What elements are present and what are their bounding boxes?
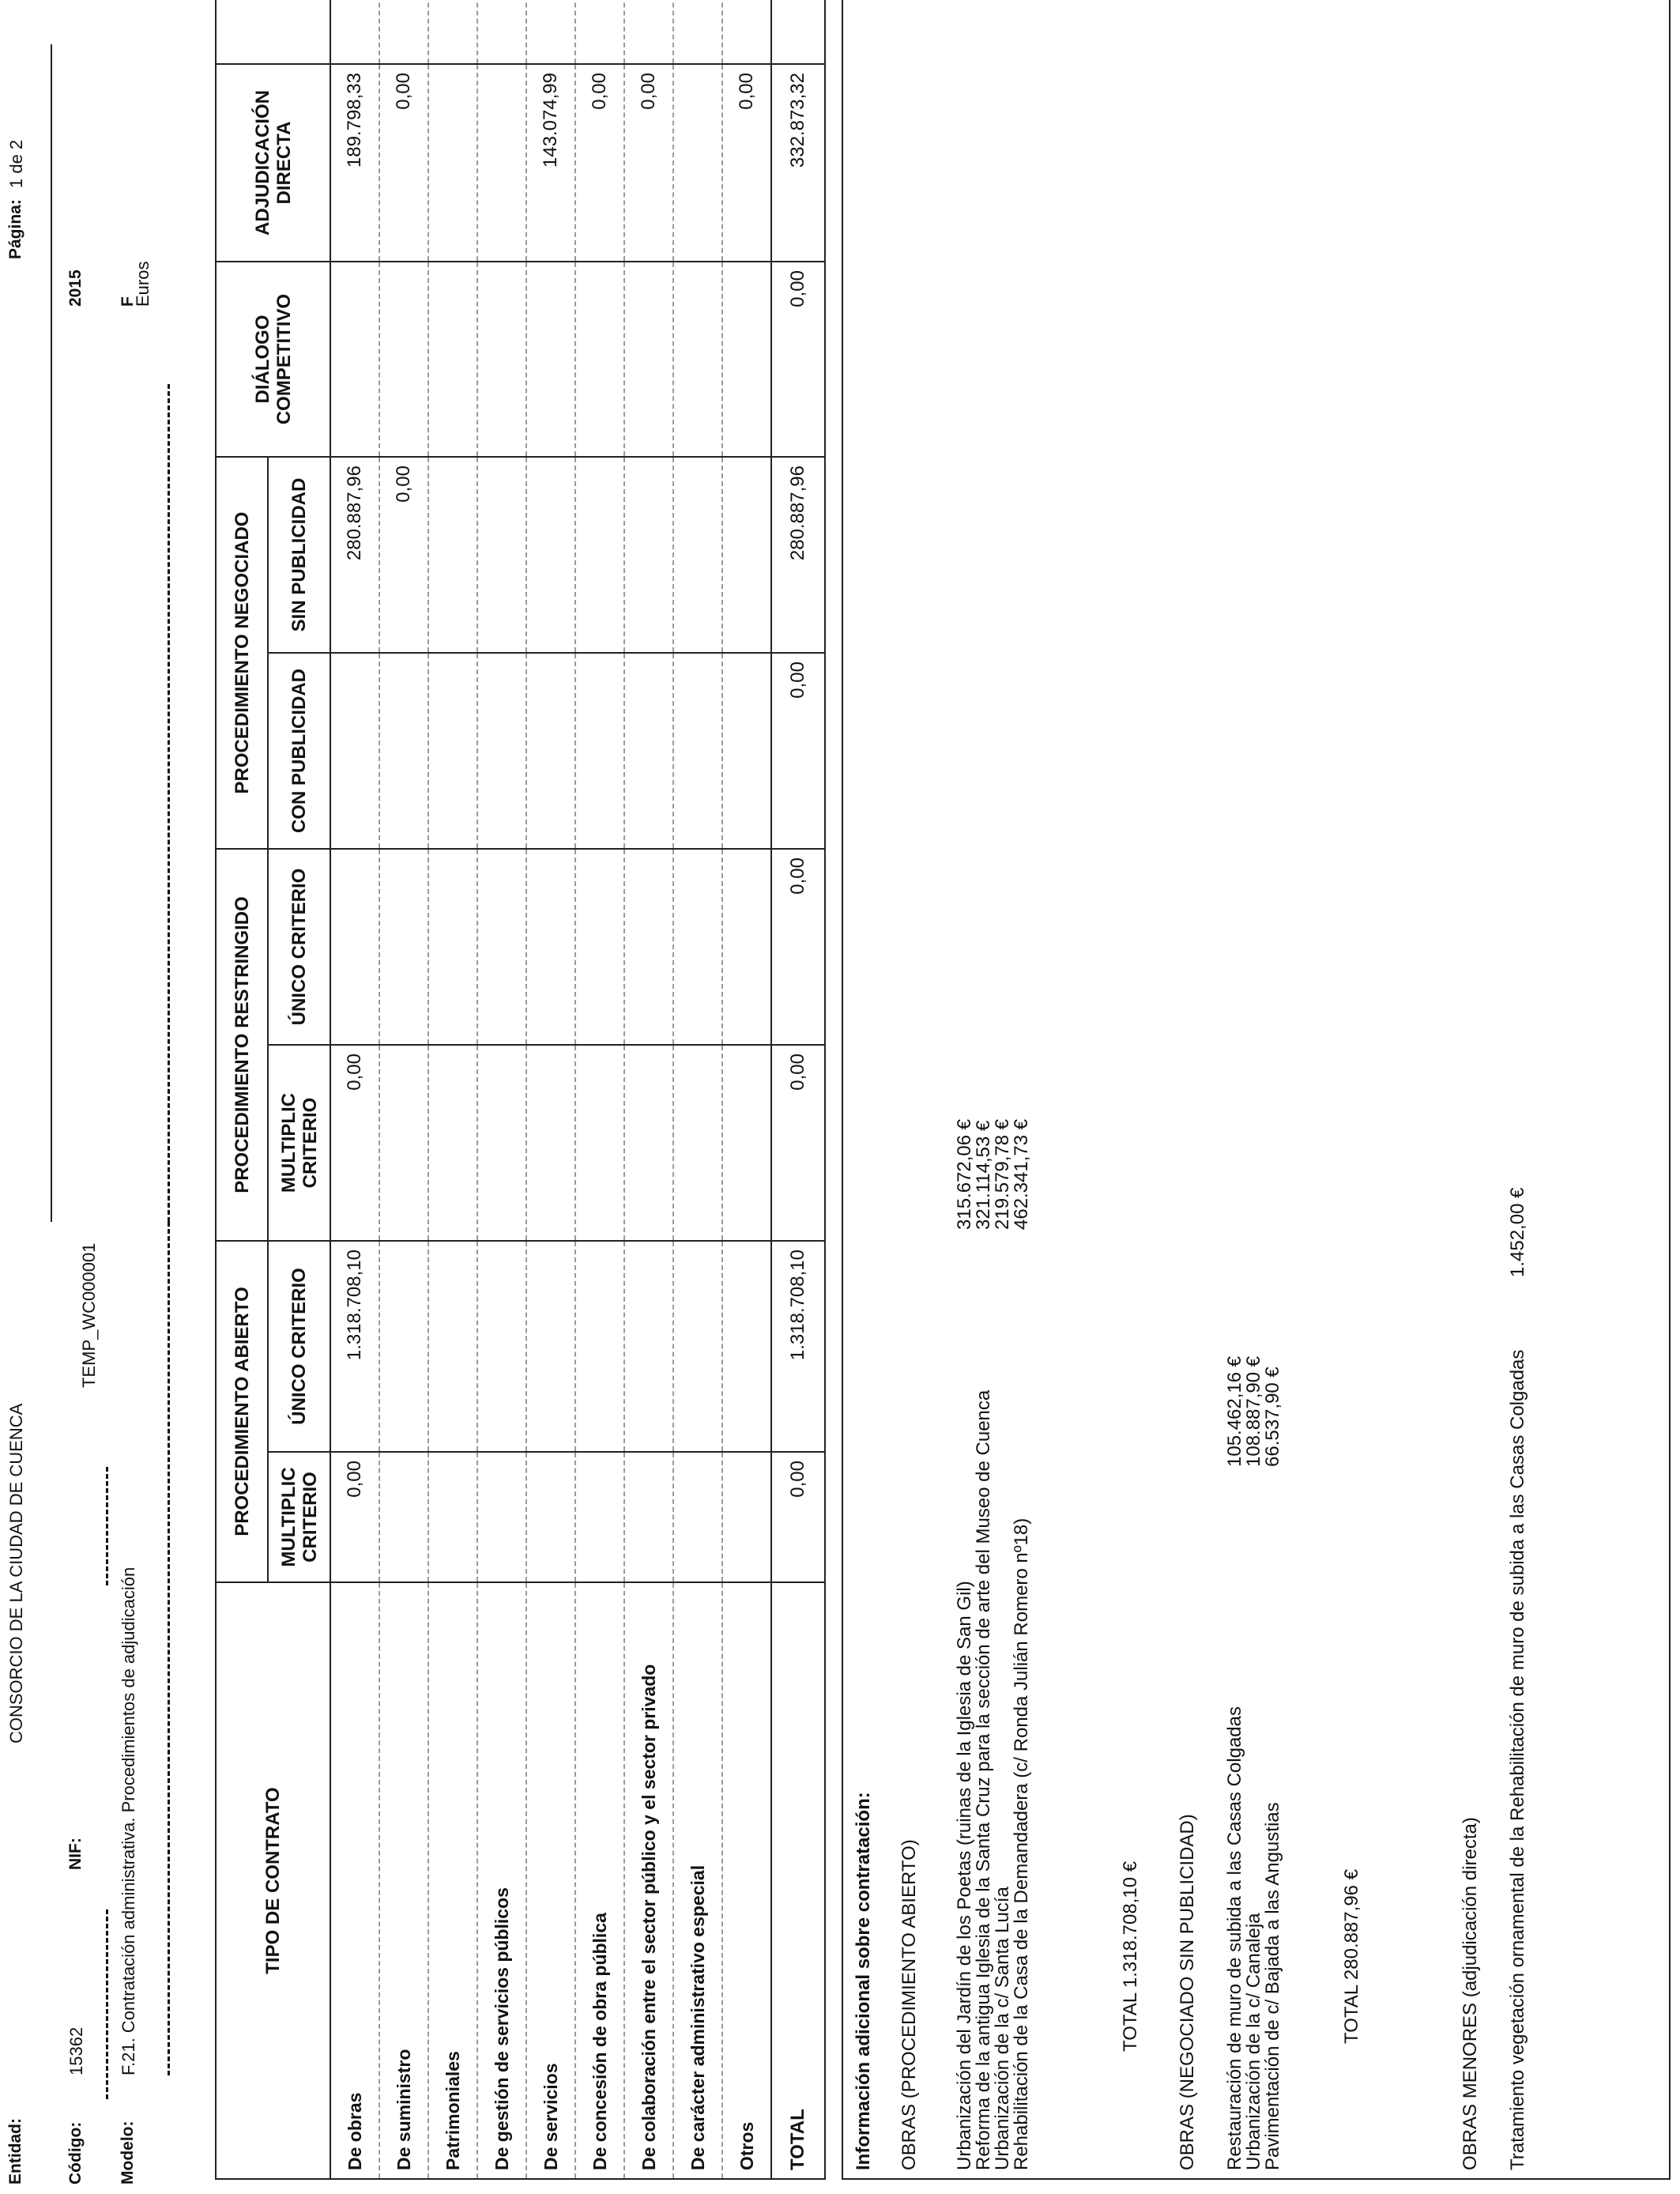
cell-re-unico: [575, 849, 624, 1045]
col-tipo-contrato: TIPO DE CONTRATO: [216, 1582, 330, 2179]
row-label: Patrimoniales: [428, 1582, 477, 2179]
table-total-row: [771, 0, 825, 2179]
cell-adj: 0,00: [575, 64, 624, 262]
cell-re-multi: [379, 1045, 428, 1241]
cell-total: [477, 0, 526, 64]
cell-re-multi: [428, 1045, 477, 1241]
cell-adj: [673, 64, 722, 262]
total-adj: 332.873,32: [771, 64, 825, 262]
cell-adj: [428, 64, 477, 262]
col-adjudicacion: ADJUDICACIÓN DIRECTA: [216, 64, 330, 262]
note-item-text: Tratamiento vegetación ornamental de la Rehabilitación de muro de subida a las Casas Colgadas: [1507, 1349, 1528, 2170]
note-item-amount: 315.672,06 €: [954, 1118, 975, 1230]
negociado-heading: OBRAS (NEGOCIADO SIN PUBLICIDAD): [1177, 1814, 1198, 2170]
table-row: [526, 0, 575, 2179]
table-row: [330, 0, 379, 2179]
procedures-table: [215, 0, 826, 2180]
cell-re-multi: [575, 1045, 624, 1241]
cell-adj: 189.798,33: [330, 64, 379, 262]
group-negociado: PROCEDIMIENTO NEGOCIADO: [216, 457, 268, 849]
cell-ne-con: [575, 653, 624, 849]
note-item-amount: 66.537,90 €: [1262, 1367, 1283, 1467]
temp-code: TEMP_WC000001: [79, 1242, 99, 1388]
cell-total: [722, 0, 771, 64]
total-re-multi: 0,00: [771, 1045, 825, 1241]
cell-ne-con: [428, 653, 477, 849]
cell-ne-con: [624, 653, 673, 849]
cell-ne-sin: 280.887,96: [330, 457, 379, 653]
cell-dialogo: [624, 262, 673, 457]
cell-re-unico: [330, 849, 379, 1045]
sub-restringido-multiplic: MULTIPLIC CRITERIO: [268, 1045, 330, 1241]
total-row-label: TOTAL: [771, 1582, 825, 2179]
row-label: De obras: [330, 1582, 379, 2179]
codigo-underline: [106, 1909, 108, 2099]
cell-total: [330, 0, 379, 64]
cell-ab-multi: [526, 1452, 575, 1582]
cell-ab-multi: [575, 1452, 624, 1582]
cell-ne-con: [379, 653, 428, 849]
cell-re-unico: [722, 849, 771, 1045]
cell-ne-sin: [673, 457, 722, 653]
total-re-unico: 0,00: [771, 849, 825, 1045]
cell-re-multi: [624, 1045, 673, 1241]
note-item-text: Pavimentación de c/ Bajada a las Angustias: [1262, 1802, 1283, 2170]
cell-ne-con: [330, 653, 379, 849]
sub-sin-publicidad: SIN PUBLICIDAD: [268, 457, 330, 653]
menores-heading: OBRAS MENORES (adjudicación directa): [1460, 1817, 1481, 2170]
note-item-text: Reforma de la antigua Iglesia de la Santa Cruz para la sección de arte del Museo de Cuenca: [973, 1389, 994, 2170]
cell-ab-unico: [722, 1241, 771, 1452]
table-row: [477, 0, 526, 2179]
row-label: Otros: [722, 1582, 771, 2179]
cell-ab-multi: [477, 1452, 526, 1582]
pagina-value: 1 de 2: [6, 139, 26, 188]
cell-total: [379, 0, 428, 64]
table-row: [624, 0, 673, 2179]
cell-ab-unico: [477, 1241, 526, 1452]
year: 2015: [66, 270, 85, 307]
total-ne-con: 0,00: [771, 653, 825, 849]
currency: Euros: [133, 261, 153, 307]
total-ab-multi: 0,00: [771, 1452, 825, 1582]
row-label: De servicios: [526, 1582, 575, 2179]
total-total: [771, 0, 825, 64]
cell-ab-multi: [673, 1452, 722, 1582]
cell-ab-unico: 1.318.708,10: [330, 1241, 379, 1452]
modelo-underline: [168, 1222, 170, 2075]
cell-dialogo: [379, 262, 428, 457]
cell-ne-sin: 0,00: [379, 457, 428, 653]
sub-abierto-unico: ÚNICO CRITERIO: [268, 1241, 330, 1452]
cell-ne-con: [477, 653, 526, 849]
cell-dialogo: [575, 262, 624, 457]
cell-total: [624, 0, 673, 64]
cell-re-unico: [526, 849, 575, 1045]
note-item-amount: 1.452,00 €: [1507, 1187, 1528, 1277]
cell-re-unico: [379, 849, 428, 1045]
header-rule: [51, 44, 52, 1222]
row-label: De carácter administrativo especial: [673, 1582, 722, 2179]
cell-ab-unico: [575, 1241, 624, 1452]
sub-restringido-unico: ÚNICO CRITERIO: [268, 849, 330, 1045]
cell-total: [575, 0, 624, 64]
cell-ab-multi: [379, 1452, 428, 1582]
cell-re-unico: [673, 849, 722, 1045]
cell-total: [673, 0, 722, 64]
sub-abierto-multiplic: MULTIPLIC CRITERIO: [268, 1452, 330, 1582]
cell-re-multi: [673, 1045, 722, 1241]
table-row: [673, 0, 722, 2179]
modelo-dash-line: [168, 384, 170, 1222]
cell-ab-multi: [428, 1452, 477, 1582]
cell-ab-unico: [624, 1241, 673, 1452]
note-item-amount: 219.579,78 €: [992, 1118, 1013, 1230]
entidad-label: Entidad:: [6, 2118, 24, 2185]
cell-ab-multi: 0,00: [330, 1452, 379, 1582]
note-item-text: Rehabilitación de la Casa de la Demandadera (c/ Ronda Julián Romero nº18): [1011, 1517, 1032, 2170]
cell-re-multi: 0,00: [330, 1045, 379, 1241]
cell-ab-unico: [379, 1241, 428, 1452]
cell-ne-sin: [477, 457, 526, 653]
cell-dialogo: [477, 262, 526, 457]
cell-ne-con: [673, 653, 722, 849]
table-row: [379, 0, 428, 2179]
cell-ne-sin: [722, 457, 771, 653]
cell-dialogo: [673, 262, 722, 457]
note-item-text: Restauración de muro de subida a las Casas Colgadas: [1224, 1706, 1245, 2170]
cell-ne-sin: [575, 457, 624, 653]
type-code: F: [119, 296, 137, 307]
codigo-value: 15362: [66, 2026, 86, 2075]
cell-ne-con: [526, 653, 575, 849]
additional-info-box: [842, 0, 1671, 2180]
col-dialogo: DIÁLOGO COMPETITIVO: [216, 262, 330, 457]
table-row: [722, 0, 771, 2179]
row-label: De suministro: [379, 1582, 428, 2179]
note-item-amount: 105.462,16 €: [1224, 1355, 1245, 1467]
negociado-total: TOTAL 280.887,96 €: [1341, 1868, 1362, 2044]
note-item-amount: 462.341,73 €: [1011, 1118, 1032, 1230]
cell-total: [526, 0, 575, 64]
cell-ab-unico: [526, 1241, 575, 1452]
cell-adj: 0,00: [722, 64, 771, 262]
cell-dialogo: [722, 262, 771, 457]
table-row: [575, 0, 624, 2179]
note-item-text: Urbanización de la c/ Santa Lucía: [992, 1887, 1013, 2170]
col-total: [216, 0, 330, 64]
cell-total: [428, 0, 477, 64]
cell-ne-sin: [526, 457, 575, 653]
pagina-label: Página:: [6, 199, 24, 259]
total-dialogo: 0,00: [771, 262, 825, 457]
nif-underline: [106, 1467, 108, 1585]
cell-adj: 143.074,99: [526, 64, 575, 262]
cell-ab-multi: [722, 1452, 771, 1582]
cell-ab-unico: [428, 1241, 477, 1452]
group-abierto: PROCEDIMIENTO ABIERTO: [216, 1241, 268, 1582]
cell-ne-sin: [428, 457, 477, 653]
cell-re-unico: [477, 849, 526, 1045]
cell-dialogo: [330, 262, 379, 457]
nif-label: NIF:: [66, 1838, 85, 1870]
cell-re-multi: [526, 1045, 575, 1241]
note-item-amount: 321.114,53 €: [973, 1120, 994, 1230]
cell-re-multi: [477, 1045, 526, 1241]
cell-adj: [477, 64, 526, 262]
modelo-label: Modelo:: [119, 2120, 137, 2185]
cell-adj: 0,00: [624, 64, 673, 262]
sub-con-publicidad: CON PUBLICIDAD: [268, 653, 330, 849]
entidad-value: CONSORCIO DE LA CIUDAD DE CUENCA: [6, 1403, 26, 1744]
total-ab-unico: 1.318.708,10: [771, 1241, 825, 1452]
modelo-value: F.21. Contratación administrativa. Procedimientos de adjudicación: [119, 1566, 138, 2075]
cell-re-unico: [428, 849, 477, 1045]
cell-adj: 0,00: [379, 64, 428, 262]
codigo-label: Código:: [66, 2121, 85, 2185]
note-item-text: Urbanización de la c/ Canaleja: [1243, 1913, 1264, 2170]
cell-re-unico: [624, 849, 673, 1045]
cell-ab-unico: [673, 1241, 722, 1452]
note-item-amount: 108.887,90 €: [1243, 1355, 1264, 1467]
note-item-text: Urbanización del Jardín de los Poetas (ruinas de la Iglesia de San Gil): [954, 1581, 975, 2170]
cell-ne-con: [722, 653, 771, 849]
row-label: De colaboración entre el sector público y el sector privado: [624, 1582, 673, 2179]
cell-dialogo: [428, 262, 477, 457]
row-label: De concesión de obra pública: [575, 1582, 624, 2179]
table-row: [428, 0, 477, 2179]
cell-dialogo: [526, 262, 575, 457]
abierto-total: TOTAL 1.318.708,10 €: [1120, 1860, 1141, 2052]
cell-ab-multi: [624, 1452, 673, 1582]
cell-re-multi: [722, 1045, 771, 1241]
abierto-heading: OBRAS (PROCEDIMIENTO ABIERTO): [898, 1839, 920, 2170]
cell-ne-sin: [624, 457, 673, 653]
notes-title: Información adicional sobre contratación:: [853, 1792, 874, 2170]
total-ne-sin: 280.887,96: [771, 457, 825, 653]
group-restringido: PROCEDIMIENTO RESTRINGIDO: [216, 849, 268, 1241]
row-label: De gestión de servicios públicos: [477, 1582, 526, 2179]
